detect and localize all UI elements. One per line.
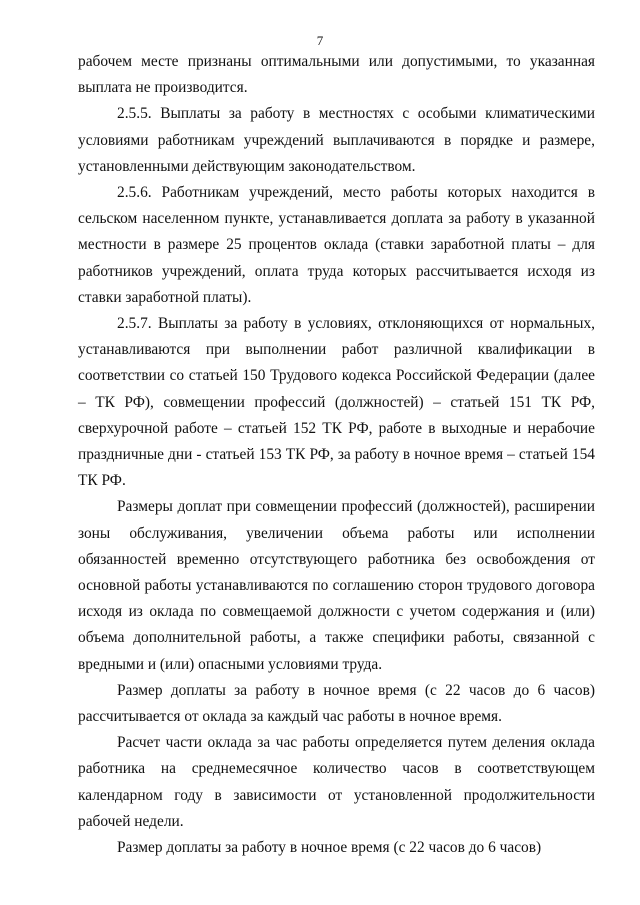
- page-number: 7: [316, 33, 324, 48]
- paragraph-night-work-payment: Размер доплаты за работу в ночное время (с 22 часов до 6 часов) рассчитывается от оклада за каждый час работы в ночное время.: [78, 681, 595, 726]
- paragraph-2-5-5: 2.5.5. Выплаты за работу в местностях с особыми климатическими условиями работникам учреждений выплачиваются в порядке и размере, установленными действующим законодательством.: [78, 105, 595, 175]
- paragraph-combination-payments: Размеры доплат при совмещении профессий (должностей), расширении зоны обслуживания, увеличении объема работы или исполнении обязанностей временно отсутствующего работника без освобождения от основной работы устанавливаются по соглашению сторон трудового договора исходя из оклада по совмещаемой должности с учетом содержания и (или) объема дополнительной работы, а также специфики работы, связанной с вредными и (или) опасными условиями труда.: [78, 498, 595, 673]
- paragraph-2-5-7: 2.5.7. Выплаты за работу в условиях, отклоняющихся от нормальных, устанавливаются при выполнении работ различной квалификации в соответствии со статьей 150 Трудового кодекса Российской Федерации (далее – ТК РФ), совмещении профессий (должностей) – статьей 151 ТК РФ, сверхурочной работе – статьей 152 ТК РФ, работе в выходные и нерабочие праздничные дни - статьей 153 ТК РФ, за работу в ночное время – статьей 154 ТК РФ.: [78, 315, 595, 490]
- paragraph-hourly-rate-calculation: Расчет части оклада за час работы определяется путем деления оклада работника на среднемесячное количество часов в соответствующем календарном году в зависимости от установленной продолжительности рабочей недели.: [78, 734, 595, 830]
- paragraph-continuation: рабочем месте признаны оптимальными или допустимыми, то указанная выплата не производится.: [78, 53, 595, 97]
- paragraph-2-5-6: 2.5.6. Работникам учреждений, место работы которых находится в сельском населенном пункте, устанавливается доплата за работу в указанной местности в размере 25 процентов оклада (ставки заработной платы – для работников учреждений, оплата труда которых рассчитывается исходя из ставки заработной платы).: [78, 184, 595, 306]
- paragraph-night-work-payment-continued: Размер доплаты за работу в ночное время (с 22 часов до 6 часов): [117, 839, 542, 857]
- document-body: [78, 49, 595, 861]
